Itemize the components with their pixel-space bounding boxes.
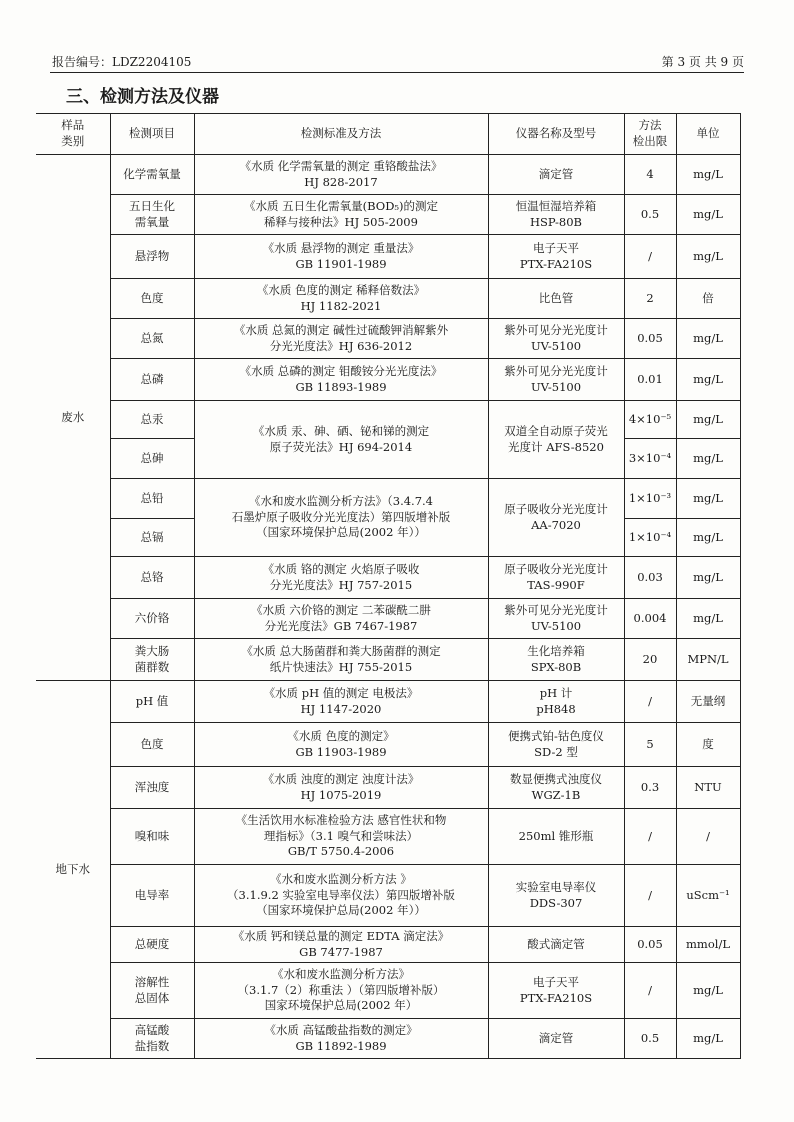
instrument-cell: 数显便携式浊度仪 WGZ-1B: [488, 767, 624, 809]
standard-cell: 《水质 六价铬的测定 二苯碳酰二肼 分光光度法》GB 7467-1987: [194, 599, 488, 639]
table-row: [36, 195, 740, 235]
limit-cell: 1×10⁻³: [624, 479, 676, 519]
table-header-row: [36, 114, 740, 155]
item-cell: 嗅和味: [110, 809, 194, 865]
table-row: [36, 599, 740, 639]
unit-cell: mg/L: [676, 557, 740, 599]
standard-cell: 《水质 化学需氧量的测定 重铬酸盐法》 HJ 828-2017: [194, 155, 488, 195]
col-header-standard: 检测标准及方法: [194, 114, 488, 155]
standard-cell: 《水和废水监测分析方法》（3.4.7.4 石墨炉原子吸收分光光度法）第四版增补版 （国家环境保护总局(2002 年））: [194, 479, 488, 557]
unit-cell: mg/L: [676, 479, 740, 519]
item-cell: 色度: [110, 723, 194, 767]
item-cell: 总磷: [110, 359, 194, 401]
unit-cell: 无量纲: [676, 681, 740, 723]
unit-cell: mg/L: [676, 195, 740, 235]
table-row: [36, 279, 740, 319]
unit-cell: mg/L: [676, 359, 740, 401]
table-row: [36, 639, 740, 681]
table-row: [36, 681, 740, 723]
table-row: [36, 401, 740, 439]
instrument-cell: 便携式铂-钴色度仪 SD-2 型: [488, 723, 624, 767]
limit-cell: /: [624, 681, 676, 723]
table-row: [36, 557, 740, 599]
item-cell: 浑浊度: [110, 767, 194, 809]
instrument-cell: 实验室电导率仪 DDS-307: [488, 865, 624, 927]
instrument-cell: 酸式滴定管: [488, 927, 624, 963]
unit-cell: uScm⁻¹: [676, 865, 740, 927]
unit-cell: mmol/L: [676, 927, 740, 963]
standard-cell: 《水质 总氮的测定 碱性过硫酸钾消解紫外 分光光度法》HJ 636-2012: [194, 319, 488, 359]
limit-cell: 0.01: [624, 359, 676, 401]
limit-cell: 4×10⁻⁵: [624, 401, 676, 439]
instrument-cell: 紫外可见分光光度计 UV-5100: [488, 599, 624, 639]
standard-cell: 《水质 悬浮物的测定 重量法》 GB 11901-1989: [194, 235, 488, 279]
limit-cell: 0.004: [624, 599, 676, 639]
category-cell: 废水: [36, 155, 110, 681]
item-cell: 总砷: [110, 439, 194, 479]
col-header-instrument: 仪器名称及型号: [488, 114, 624, 155]
item-cell: 总汞: [110, 401, 194, 439]
unit-cell: mg/L: [676, 235, 740, 279]
standard-cell: 《水质 铬的测定 火焰原子吸收 分光光度法》HJ 757-2015: [194, 557, 488, 599]
unit-cell: 倍: [676, 279, 740, 319]
item-cell: 总铅: [110, 479, 194, 519]
table-row: [36, 155, 740, 195]
limit-cell: 0.5: [624, 1019, 676, 1059]
table-row: [36, 767, 740, 809]
col-header-category: 样品 类别: [36, 114, 110, 155]
standard-cell: 《水质 总磷的测定 钼酸铵分光光度法》 GB 11893-1989: [194, 359, 488, 401]
item-cell: 色度: [110, 279, 194, 319]
limit-cell: 0.3: [624, 767, 676, 809]
limit-cell: /: [624, 963, 676, 1019]
limit-cell: 3×10⁻⁴: [624, 439, 676, 479]
instrument-cell: 双道全自动原子荧光 光度计 AFS-8520: [488, 401, 624, 479]
section-title: 三、检测方法及仪器: [66, 87, 219, 107]
table-row: [36, 865, 740, 927]
standard-cell: 《水质 浊度的测定 浊度计法》 HJ 1075-2019: [194, 767, 488, 809]
item-cell: 六价铬: [110, 599, 194, 639]
unit-cell: /: [676, 809, 740, 865]
standard-cell: 《水质 总大肠菌群和粪大肠菌群的测定 纸片快速法》HJ 755-2015: [194, 639, 488, 681]
standard-cell: 《水和废水监测分析方法 》 （3.1.9.2 实验室电导率仪法）第四版增补版 （国家环境保护总局(2002 年））: [194, 865, 488, 927]
item-cell: 总氮: [110, 319, 194, 359]
methods-table: [36, 113, 741, 1059]
instrument-cell: 比色管: [488, 279, 624, 319]
limit-cell: 2: [624, 279, 676, 319]
standard-cell: 《水质 高锰酸盐指数的测定》 GB 11892-1989: [194, 1019, 488, 1059]
unit-cell: NTU: [676, 767, 740, 809]
unit-cell: mg/L: [676, 963, 740, 1019]
table-row: [36, 359, 740, 401]
table-row: [36, 235, 740, 279]
limit-cell: /: [624, 809, 676, 865]
col-header-unit: 单位: [676, 114, 740, 155]
unit-cell: MPN/L: [676, 639, 740, 681]
standard-cell: 《水和废水监测分析方法》 （3.1.7（2）称重法 ）（第四版增补版） 国家环境保护总局(2002 年）: [194, 963, 488, 1019]
instrument-cell: 电子天平 PTX-FA210S: [488, 963, 624, 1019]
category-cell: 地下水: [36, 681, 110, 1059]
report-number: 报告编号：LDZ2204105: [52, 55, 192, 69]
table-row: [36, 809, 740, 865]
unit-cell: mg/L: [676, 401, 740, 439]
item-cell: 悬浮物: [110, 235, 194, 279]
unit-cell: 度: [676, 723, 740, 767]
table-row: [36, 927, 740, 963]
table-row: [36, 723, 740, 767]
instrument-cell: 电子天平 PTX-FA210S: [488, 235, 624, 279]
item-cell: 粪大肠 菌群数: [110, 639, 194, 681]
instrument-cell: 紫外可见分光光度计 UV-5100: [488, 319, 624, 359]
table-row: [36, 963, 740, 1019]
page-number: 第 3 页 共 9 页: [661, 55, 744, 69]
unit-cell: mg/L: [676, 439, 740, 479]
page-header: [50, 50, 744, 73]
item-cell: 电导率: [110, 865, 194, 927]
standard-cell: 《水质 五日生化需氧量(BOD₅)的测定 稀释与接种法》HJ 505-2009: [194, 195, 488, 235]
unit-cell: mg/L: [676, 599, 740, 639]
limit-cell: 20: [624, 639, 676, 681]
limit-cell: /: [624, 865, 676, 927]
table-row: [36, 319, 740, 359]
col-header-item: 检测项目: [110, 114, 194, 155]
limit-cell: 1×10⁻⁴: [624, 519, 676, 557]
unit-cell: mg/L: [676, 519, 740, 557]
limit-cell: 4: [624, 155, 676, 195]
table-row: [36, 479, 740, 519]
instrument-cell: 原子吸收分光光度计 AA-7020: [488, 479, 624, 557]
instrument-cell: 紫外可见分光光度计 UV-5100: [488, 359, 624, 401]
instrument-cell: 滴定管: [488, 1019, 624, 1059]
unit-cell: mg/L: [676, 155, 740, 195]
limit-cell: 0.05: [624, 319, 676, 359]
col-header-limit: 方法 检出限: [624, 114, 676, 155]
table-row: [36, 1019, 740, 1059]
limit-cell: /: [624, 235, 676, 279]
instrument-cell: pH 计 pH848: [488, 681, 624, 723]
standard-cell: 《水质 pH 值的测定 电极法》 HJ 1147-2020: [194, 681, 488, 723]
item-cell: 总硬度: [110, 927, 194, 963]
item-cell: 化学需氧量: [110, 155, 194, 195]
unit-cell: mg/L: [676, 1019, 740, 1059]
item-cell: 总镉: [110, 519, 194, 557]
limit-cell: 5: [624, 723, 676, 767]
item-cell: 溶解性 总固体: [110, 963, 194, 1019]
instrument-cell: 恒温恒湿培养箱 HSP-80B: [488, 195, 624, 235]
item-cell: 总铬: [110, 557, 194, 599]
instrument-cell: 原子吸收分光光度计 TAS-990F: [488, 557, 624, 599]
standard-cell: 《水质 色度的测定》 GB 11903-1989: [194, 723, 488, 767]
standard-cell: 《生活饮用水标准检验方法 感官性状和物 理指标》（3.1 嗅气和尝味法） GB/T 5750.4-2006: [194, 809, 488, 865]
limit-cell: 0.5: [624, 195, 676, 235]
instrument-cell: 生化培养箱 SPX-80B: [488, 639, 624, 681]
standard-cell: 《水质 钙和镁总量的测定 EDTA 滴定法》 GB 7477-1987: [194, 927, 488, 963]
standard-cell: 《水质 色度的测定 稀释倍数法》 HJ 1182-2021: [194, 279, 488, 319]
item-cell: pH 值: [110, 681, 194, 723]
limit-cell: 0.05: [624, 927, 676, 963]
item-cell: 高锰酸 盐指数: [110, 1019, 194, 1059]
instrument-cell: 250ml 锥形瓶: [488, 809, 624, 865]
unit-cell: mg/L: [676, 319, 740, 359]
limit-cell: 0.03: [624, 557, 676, 599]
instrument-cell: 滴定管: [488, 155, 624, 195]
item-cell: 五日生化 需氧量: [110, 195, 194, 235]
standard-cell: 《水质 汞、砷、硒、铋和锑的测定 原子荧光法》HJ 694-2014: [194, 401, 488, 479]
